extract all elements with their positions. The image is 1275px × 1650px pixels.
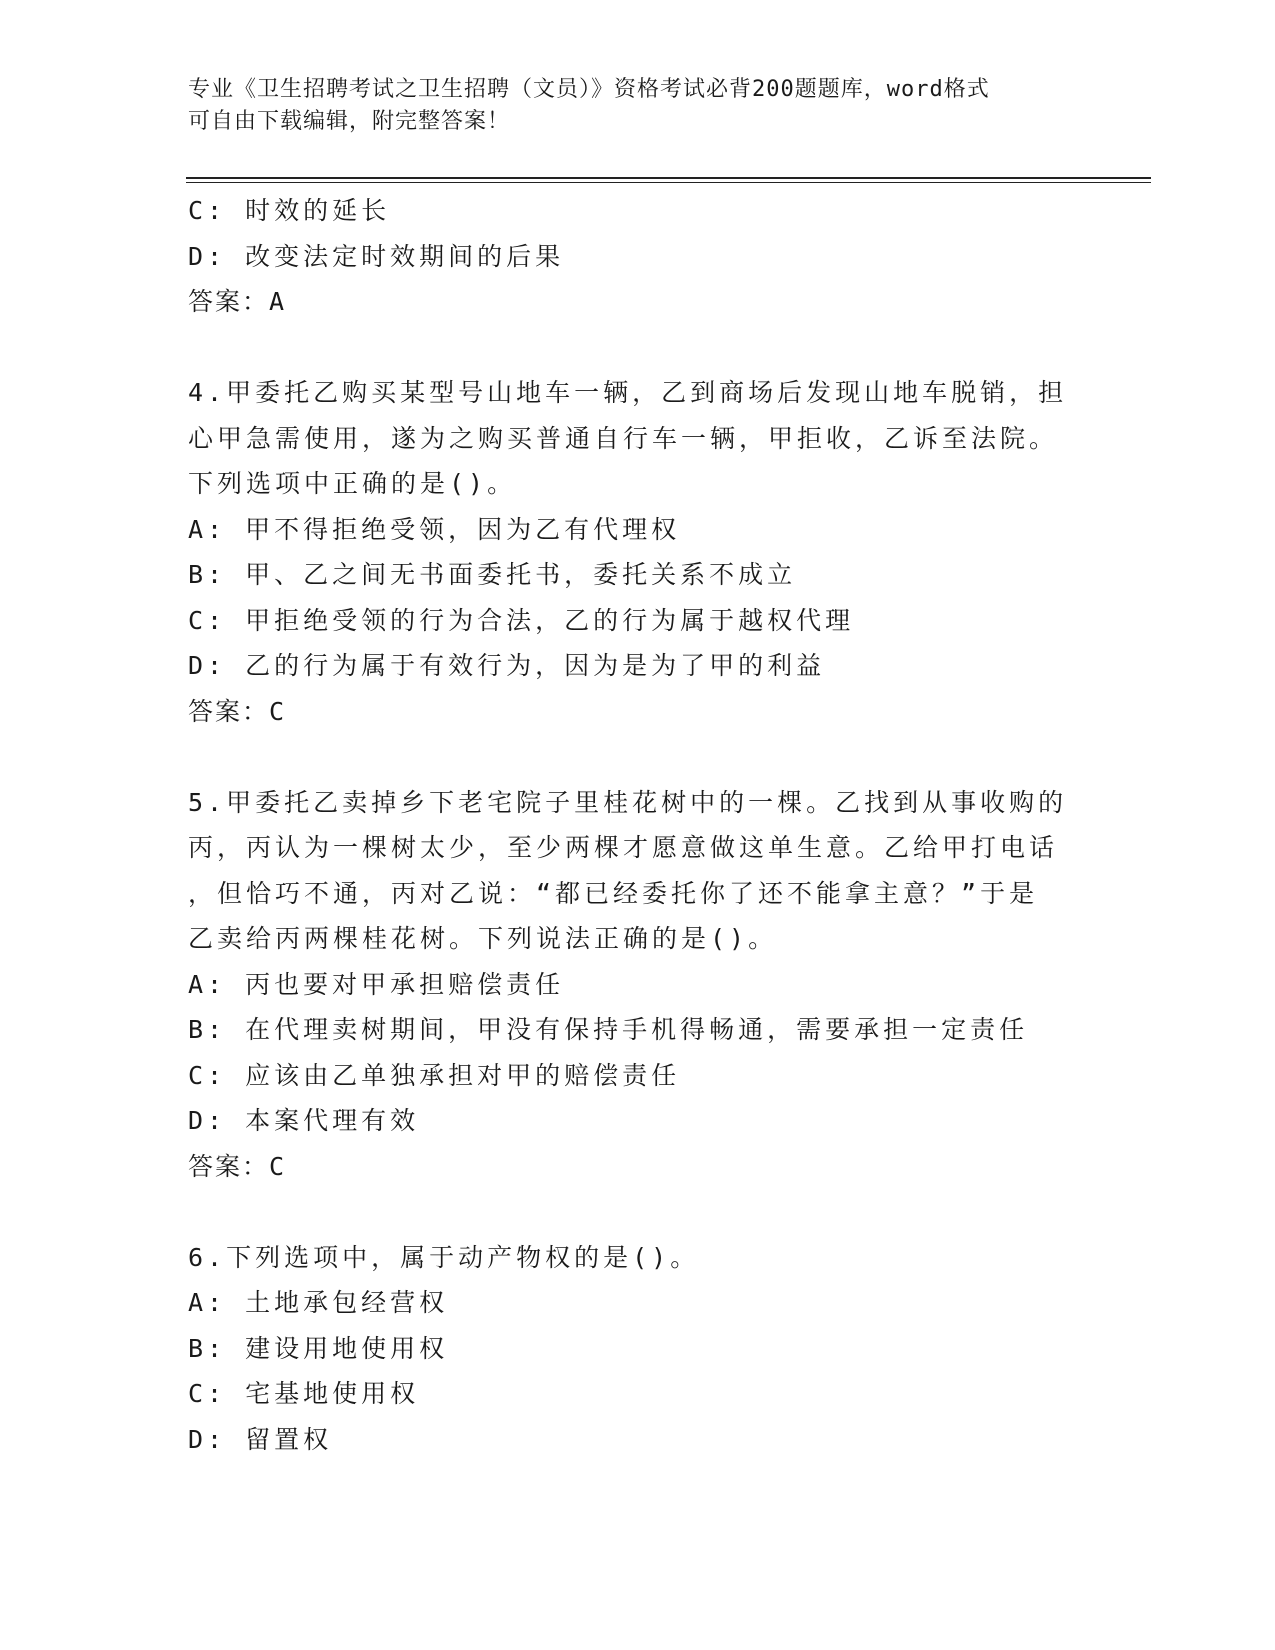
question-text: ，但恰巧不通，丙对乙说：“都已经委托你了还不能拿主意？”于是 [188, 878, 1039, 908]
header-line-2: 可自由下载编辑，附完整答案！ [188, 109, 511, 134]
question-text: 6.下列选项中，属于动产物权的是()。 [188, 1242, 700, 1272]
answer: 答案：A [188, 287, 287, 316]
question-4 [188, 370, 1068, 734]
option-d: D: 乙的行为属于有效行为，因为是为了甲的利益 [188, 651, 826, 680]
option-a: A: 土地承包经营权 [188, 1288, 449, 1317]
question-text: 心甲急需使用，遂为之购买普通自行车一辆，甲拒收，乙诉至法院。 [188, 423, 1059, 453]
spacer [188, 1189, 1068, 1235]
header-line-1: 专业《卫生招聘考试之卫生招聘（文员）》资格考试必背200题题库，word格式 [188, 77, 990, 102]
option-c: C: 甲拒绝受领的行为合法，乙的行为属于越权代理 [188, 605, 855, 635]
question-3-tail [188, 188, 1068, 325]
question-text: 下列选项中正确的是()。 [188, 469, 517, 498]
option-c: C: 应该由乙单独承担对甲的赔偿责任 [188, 1060, 681, 1090]
document-body [188, 188, 1068, 1462]
option-c: C: 时效的延长 [188, 196, 391, 225]
question-text: 5.甲委托乙卖掉乡下老宅院子里桂花树中的一棵。乙找到从事收购的 [188, 787, 1068, 817]
document-header [188, 74, 1088, 138]
spacer [188, 734, 1068, 780]
option-d: D: 本案代理有效 [188, 1106, 420, 1135]
answer: 答案：C [188, 1151, 287, 1181]
option-b: B: 在代理卖树期间，甲没有保持手机得畅通，需要承担一定责任 [188, 1015, 1029, 1044]
header-divider-thin [186, 182, 1151, 183]
option-c: C: 宅基地使用权 [188, 1379, 420, 1408]
option-b: B: 甲、乙之间无书面委托书，委托关系不成立 [188, 560, 797, 589]
question-text: 4.甲委托乙购买某型号山地车一辆，乙到商场后发现山地车脱销，担 [188, 378, 1068, 407]
option-d: D: 改变法定时效期间的后果 [188, 241, 565, 271]
question-6 [188, 1235, 1068, 1463]
header-divider-thick [186, 177, 1151, 179]
option-b: B: 建设用地使用权 [188, 1333, 449, 1363]
question-5 [188, 780, 1068, 1190]
question-text: 乙卖给丙两棵桂花树。下列说法正确的是()。 [188, 924, 778, 953]
spacer [188, 325, 1068, 371]
option-d: D: 留置权 [188, 1424, 333, 1454]
question-text: 丙，丙认为一棵树太少，至少两棵才愿意做这单生意。乙给甲打电话 [188, 833, 1059, 862]
option-a: A: 甲不得拒绝受领，因为乙有代理权 [188, 514, 681, 544]
answer: 答案：C [188, 696, 287, 726]
option-a: A: 丙也要对甲承担赔偿责任 [188, 969, 565, 999]
